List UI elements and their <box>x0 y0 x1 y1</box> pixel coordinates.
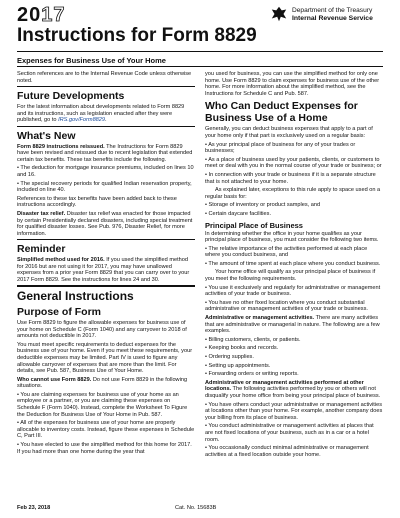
list-item: • You have others conduct your administrative or management activities at locations other than your home. For example, another company does your billing from its place of business. <box>205 401 383 421</box>
paragraph: As explained later, exceptions to this rule apply to space used on a regular basis for: <box>205 187 381 200</box>
list-item: • Storage of inventory or product samples, and <box>205 202 321 209</box>
divider <box>17 86 195 87</box>
paragraph: Administrative or management activities performed at other locations. The following activities performed by you or others will not disqualify your home office from being your principal place of business. <box>205 379 381 399</box>
paragraph: Use Form 8829 to figure the allowable expenses for business use of your home on Schedule C (Form 1040) and any carryover to 2018 of amounts not deductible in 2017. <box>17 319 187 340</box>
form-8829-link[interactable]: IRS.gov/Form8829 <box>58 117 106 124</box>
list-item: • Keeping books and records. <box>205 345 279 352</box>
dept-name: Department of the Treasury <box>292 7 373 14</box>
list-item: • You have elected to use the simplified method for this home for 2017. If you had more than one home during the year that <box>17 442 192 455</box>
agency-block <box>292 7 373 23</box>
list-item: • Ordering supplies. <box>205 354 254 360</box>
list-item: • As your principal place of business for any of your trades or businesses; <box>205 141 356 155</box>
intro-text: Section references are to the Internal Revenue Code unless otherwise noted. <box>17 71 192 84</box>
paragraph: Administrative or management activities. There are many activities that are administrative or managerial in nature. The following are a few examples. <box>205 315 380 335</box>
paragraph: You must meet specific requirements to deduct expenses for the business use of your home. Even if you meet these requirements, your deductible expenses may be limited. Part IV is used to figure any allowable carryover of expenses that are more than the limit. For details, see Pub. 587, Business Use of Your Home. <box>17 341 193 375</box>
list-item: • You are claiming expenses for business use of your home as an employee or a partner, or you are claiming these expenses on Schedule F (Form 1040). Instead, complete the Worksheet To Figure the Deduction for Business Use of Your Home in Pub. 587. <box>17 391 188 418</box>
paragraph: Your home office will qualify as your principal place of business if you meet the following requirements. <box>205 269 376 283</box>
purpose-heading: Purpose of Form <box>17 305 102 318</box>
treasury-eagle-icon <box>270 5 288 23</box>
subtitle-rule <box>17 66 383 67</box>
list-item: • Certain daycare facilities. <box>205 210 272 217</box>
paragraph: Who cannot use Form 8829. Do not use Form 8829 in the following situations. <box>17 376 188 390</box>
list-item: • You conduct administrative or management activities at places that are not fixed locations of your business, such as in a car or a hotel room. <box>205 423 374 443</box>
disaster-relief-paragraph: Disaster tax relief. Disaster tax relief was enacted for those impacted by certain Presidentially declared disasters, including special treatment for qualified disaster losses. See Pub. 976, Disaster Relief, for more information. <box>17 210 193 237</box>
reminder-paragraph: Simplified method used for 2016. If you used the simplified method for 2016 but are not using it for 2017, you may have unallowed expenses from a prior year Form 8829 that you can carry over to your 2017 Form 8829. See the instructions for lines 24 and 30. <box>17 257 190 283</box>
list-item: • The deduction for mortgage insurance premiums, included on lines 10 and 16. <box>17 165 194 178</box>
list-item: • Billing customers, clients, or patients. <box>205 336 301 343</box>
future-developments-heading: Future Developments <box>17 89 125 102</box>
reminder-heading: Reminder <box>17 243 66 256</box>
future-developments-text: For the latest information about developments related to Form 8829 and its instructions, such as legislation enacted after they were published, go to IRS.gov/Form8829. <box>17 103 185 124</box>
footer-date: Feb 23, 2018 <box>17 505 51 511</box>
page-title: Instructions for Form 8829 <box>17 25 257 46</box>
list-item: • You occasionally conduct minimal administrative or management activities at a fixed location outside your home. <box>205 445 369 458</box>
footer-cat-number: Cat. No. 15683B <box>175 505 217 511</box>
list-item: • Forwarding orders or writing reports. <box>205 371 299 378</box>
paragraph: In determining whether the office in your home qualifies as your principal place of business, you must consider the following two items. <box>205 230 379 244</box>
general-instructions-heading: General Instructions <box>17 288 134 303</box>
divider <box>17 285 195 287</box>
list-item: • In connection with your trade or business if it is a separate structure that is not attached to your home. <box>205 171 376 185</box>
list-item: • The special recovery periods for qualified Indian reservation property, included on line 40. <box>17 180 192 194</box>
list-item: • All of the expenses for business use of your home are properly allocable to inventory costs. Instead, figure these expenses in Schedule C, Part III. <box>17 420 195 440</box>
right-column <box>205 71 383 460</box>
paragraph: you used for business, you can use the simplified method for only one home. Use Form 8829 to claim expenses for business use of the other home. For more information about the simplified method, see the Instructions for Schedule C and Pub. 587. <box>205 71 380 97</box>
agency-name: Internal Revenue Service <box>292 15 373 22</box>
list-item: • The amount of time spent at each place where you conduct business. <box>205 260 381 267</box>
paragraph: Generally, you can deduct business expenses that apply to a part of your home only if that part is exclusively used on a regular basis: <box>205 126 373 139</box>
who-can-deduct-heading: Who Can Deduct Expenses for Business Use of a Home <box>205 100 358 125</box>
title-rule <box>17 51 383 52</box>
principal-place-heading: Principal Place of Business <box>205 220 303 230</box>
paragraph: References to these tax benefits have been added back to these instructions accordingly. <box>17 195 177 209</box>
divider <box>17 239 195 240</box>
list-item: • As a place of business used by your patients, clients, or customers to meet or deal with you in the normal course of your trade or business; or <box>205 156 382 170</box>
list-item: • The relative importance of the activities performed at each place where you conduct business, and <box>205 245 368 259</box>
list-item: • Setting up appointments. <box>205 362 271 369</box>
whats-new-paragraph: Form 8829 instructions reissued. The Instructions for Form 8829 have been revised and reissued due to recent legislation that extended certain tax benefits. These tax benefits include the following. <box>17 143 193 163</box>
list-item: • You use it exclusively and regularly for administrative or management activities of your trade or business. <box>205 284 381 298</box>
left-column <box>17 71 195 457</box>
form-year: 2017 <box>17 4 66 26</box>
page-subtitle: Expenses for Business Use of Your Home <box>17 56 166 65</box>
whats-new-heading: What's New <box>17 129 76 142</box>
divider <box>17 126 195 127</box>
list-item: • You have no other fixed location where you conduct substantial administrative or management activities of your trade or business. <box>205 299 368 313</box>
